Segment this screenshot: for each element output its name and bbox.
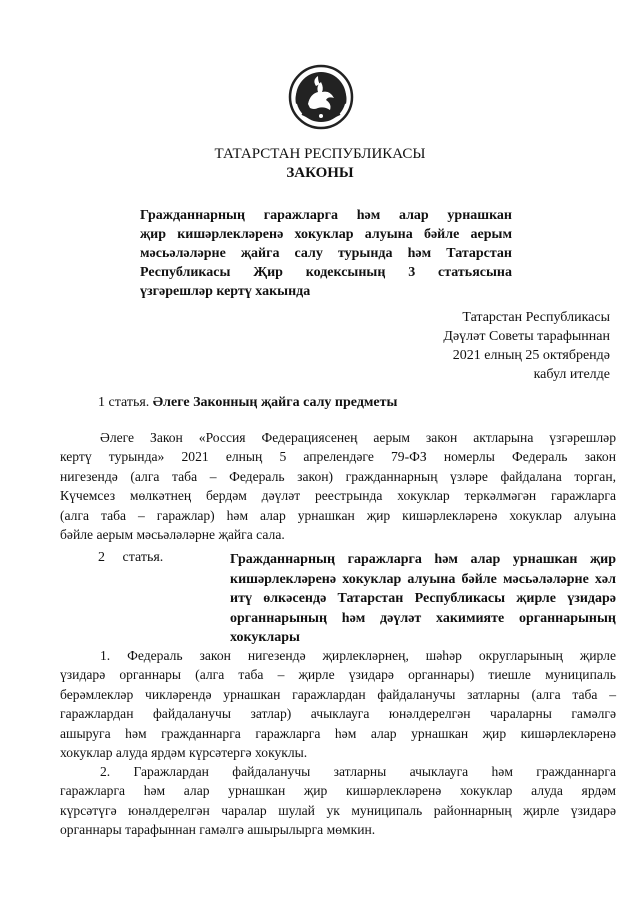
article-2-title-line: Гражданнарның гаражларга һәм алар урнашкан җир: [230, 552, 616, 567]
law-title-line: Республикасы Җир кодексының 3 статьясына: [140, 265, 512, 280]
article-2-title-line: кишәрлекләренә хокуклар алуына бәйле мәсьәләләрне хәл: [230, 571, 616, 587]
article-2-paragraph-2: [60, 762, 616, 840]
article-2-title-line: итү өлкәсендә Татарстан Республикасы җирле үзидарә: [230, 591, 616, 606]
law-title-line: үзгәрешләр кертү хакында: [140, 284, 311, 299]
article-1-number: 1 статья.: [98, 395, 150, 410]
document-type: ЗАКОНЫ: [286, 165, 354, 181]
adoption-line: 2021 елның 25 октябрендә: [452, 348, 610, 363]
text-line: Күчемсез мөлкәтнең бердәм дәүләт реестрында хокуклар теркәлмәгән гаражларга: [60, 488, 616, 504]
adoption-note: [443, 308, 610, 384]
article-1-title: Әлеге Законның җайга салу предметы: [152, 395, 398, 410]
text-line: органнары тарафыннан гамәлгә ашырылырга мөмкин.: [60, 822, 376, 838]
text-line: гаражларга һәм алар урнашкан җир кишәрлекләренә хокуклар алуда ярдәм: [60, 783, 616, 799]
adoption-line: кабул ителде: [533, 367, 610, 382]
adoption-line: Татарстан Республикасы: [462, 310, 610, 325]
text-line: берәмлекләр чикләрендә урнашкан гаражлардан файдаланучы затларны (алга таба –: [60, 686, 616, 702]
text-line: нигезендә (алга таба – Федераль закон) гражданнарның үзләре файдалана торган,: [60, 468, 616, 484]
republic-name: ТАТАРСТАН РЕСПУБЛИКАСЫ: [214, 146, 426, 162]
tatarstan-emblem-icon: [288, 64, 354, 130]
text-line: хокуклар алуда ярдәм күрсәтергә хокуклы.: [60, 745, 308, 761]
law-title-line: җир кишәрлекләренә хокуклар алуына бәйле аерым: [140, 227, 512, 242]
text-line: бәйле аерым мәсьәләләрне җайга сала.: [60, 527, 285, 543]
text-line: (алга таба – гаражлар) һәм алар урнашкан җир кишәрлекләренә хокуклар алуына: [60, 507, 616, 523]
text-line: үзидарә органнары (алга таба – җирле үзидарә органнары) тиешле муниципаль: [60, 667, 616, 683]
article-2-number: 2 статья.: [98, 550, 164, 565]
adoption-line: Дәүләт Советы тарафыннан: [443, 329, 610, 344]
law-title-line: Гражданнарның гаражларга һәм алар урнашкан: [140, 208, 512, 223]
text-line: 1. Федераль закон нигезендә җирлекләрнең, шәһәр округларының җирле: [100, 648, 616, 663]
text-line: 2. Гаражлардан файдаланучы затларны ачыклауга һәм гражданнарга: [100, 764, 616, 779]
article-2-title: [230, 550, 616, 648]
text-line: Әлеге Закон «Россия Федерациясенең аерым закон актларына үзгәрешләр: [100, 430, 616, 445]
law-title-line: мәсьәләләрне җайга салу турында һәм Татарстан: [140, 246, 512, 261]
law-title: [140, 206, 512, 301]
article-2-paragraph-1: [60, 646, 616, 762]
article-2-title-line: хокуклары: [230, 630, 300, 645]
text-line: кертү турында» 2021 елның 5 апрелендәге 79-ФЗ номерлы Федераль закон: [60, 449, 616, 465]
text-line: ашыруга һәм гражданнарга гаражларга һәм алар урнашкан җир кишәрлекләренә: [60, 725, 616, 741]
article-1-heading: [98, 395, 397, 411]
text-line: гаражлардан файдаланучы затлар) ачыклауга юнәлдерелгән чараларны гамәлгә: [60, 706, 616, 722]
article-2-title-line: органнарының һәм дәүләт хакимияте органнарының: [230, 610, 616, 626]
article-1-paragraph: [60, 428, 616, 544]
text-line: күрсәтүгә юнәлдерелгән чаралар шулай ук муниципаль районнарның җирле үзидарә: [60, 802, 616, 818]
